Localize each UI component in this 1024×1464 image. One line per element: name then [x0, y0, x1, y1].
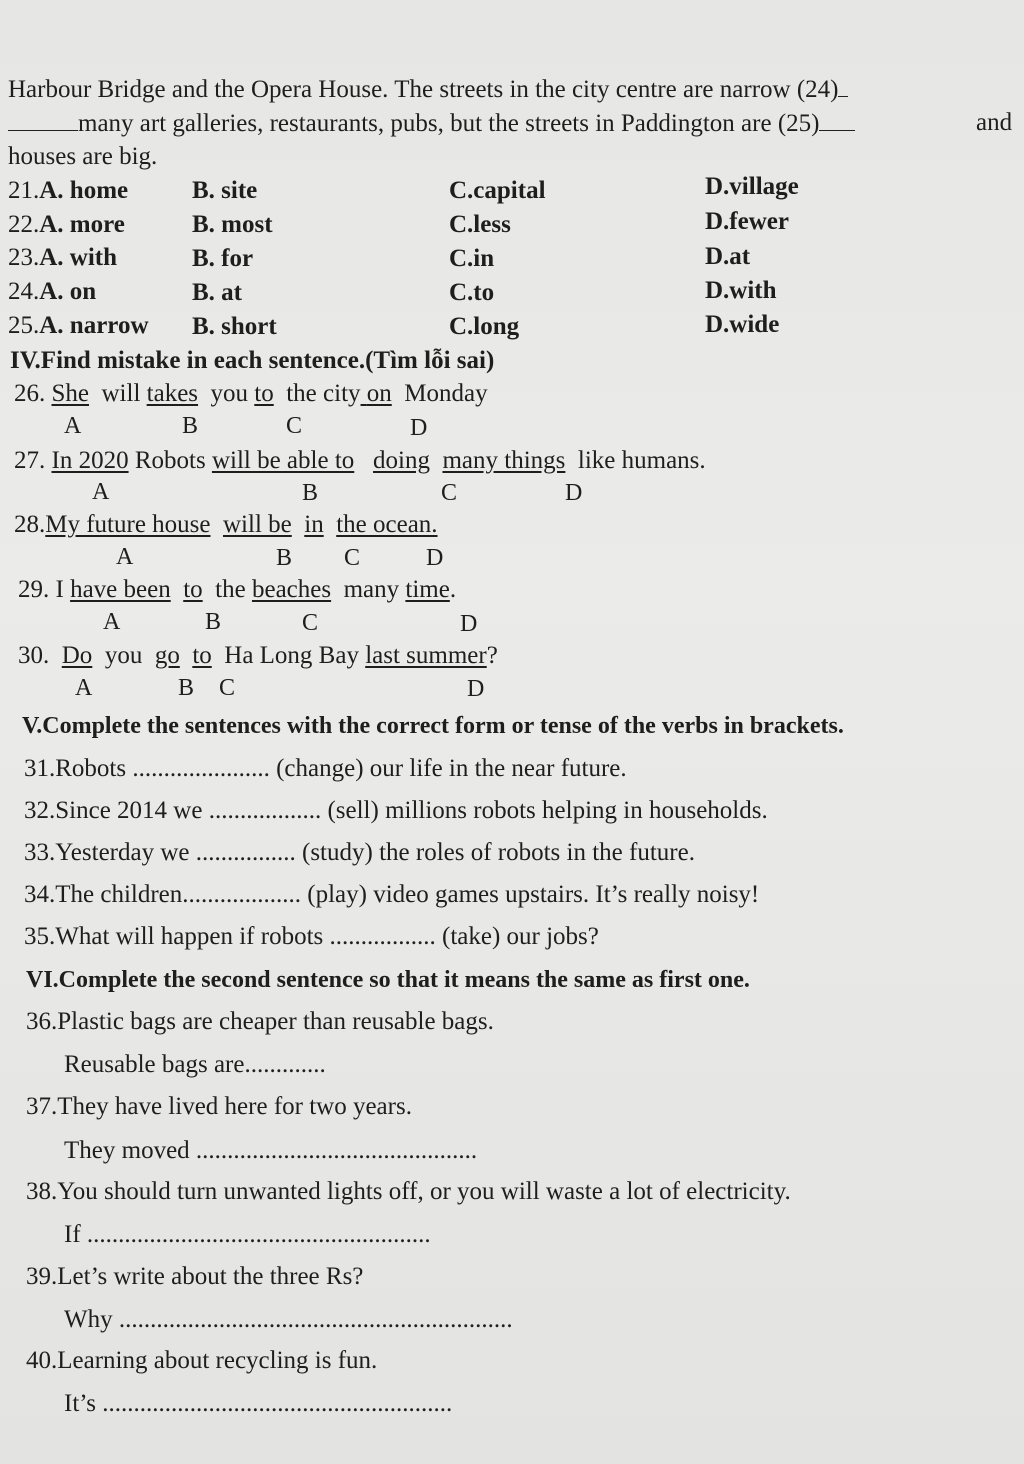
- sentence-text: like humans.: [577, 447, 706, 474]
- verb-question-31: 31.Robots ...................... (change) our life in the near future.: [24, 755, 627, 782]
- question-number: 21.: [8, 177, 40, 204]
- option-a: A. narrow: [39, 312, 149, 339]
- passage-text: and: [976, 109, 1013, 136]
- underlined-d: many things: [442, 447, 566, 474]
- option-c: C.long: [449, 313, 520, 340]
- underlined-d: on: [366, 380, 392, 407]
- answer-blank[interactable]: ................: [195, 839, 296, 866]
- label-a: A: [103, 609, 121, 635]
- sentence-start: They moved: [64, 1137, 196, 1164]
- label-b: B: [178, 675, 195, 701]
- option-a: A. home: [39, 177, 129, 204]
- underlined-c: in: [304, 511, 324, 538]
- sentence-text: ?: [486, 642, 498, 669]
- section-vi-title: VI.Complete the second sentence so that it means the same as first one.: [26, 967, 750, 993]
- option-c: C.in: [449, 245, 495, 272]
- underlined-a: have been: [70, 576, 171, 603]
- answer-blank[interactable]: ...............................................................: [118, 1306, 513, 1333]
- sentence-text: Ha Long Bay: [224, 642, 359, 669]
- answer-blank[interactable]: .............: [244, 1051, 326, 1078]
- underlined-b: will be able to: [211, 447, 355, 474]
- verb-question-34: 34.The children................... (play) video games upstairs. It’s really noisy!: [24, 881, 760, 908]
- label-d: D: [410, 415, 428, 441]
- option-a: A. with: [39, 244, 118, 271]
- answer-blank[interactable]: .................: [329, 923, 436, 950]
- label-d: D: [565, 480, 583, 506]
- sentence-text: .: [449, 576, 457, 603]
- option-b: B. site: [192, 177, 258, 204]
- option-d: D.wide: [705, 311, 780, 338]
- answer-blank[interactable]: .......................................................: [86, 1221, 431, 1248]
- option-c: C.capital: [449, 177, 546, 204]
- passage-line-3: houses are big.: [8, 143, 158, 170]
- underlined-a: She: [51, 380, 89, 407]
- underlined-c: to: [192, 642, 212, 669]
- original-sentence: 40.Learning about recycling is fun.: [26, 1347, 378, 1374]
- option-b: B. most: [192, 211, 273, 238]
- sentence-start: Why: [64, 1306, 119, 1333]
- sentence-text: you: [210, 380, 249, 407]
- question-number: 27.: [14, 447, 46, 474]
- blank-24-cont: [8, 108, 78, 131]
- sentence-text: the: [215, 576, 246, 603]
- answer-blank[interactable]: .............................................: [195, 1137, 478, 1164]
- answer-blank[interactable]: ..................: [208, 797, 322, 824]
- question-number: 30.: [18, 642, 50, 669]
- option-d: D.fewer: [705, 208, 789, 235]
- passage-text: many art galleries, restaurants, pubs, but the streets in Paddington are (25): [78, 110, 820, 137]
- label-d: D: [467, 676, 485, 702]
- passage-line-2: [8, 108, 1013, 139]
- original-sentence: 36.Plastic bags are cheaper than reusable bags.: [26, 1008, 494, 1035]
- label-c: C: [441, 480, 458, 506]
- option-b: B. short: [192, 313, 277, 340]
- label-b: B: [302, 480, 319, 506]
- label-d: D: [460, 611, 478, 637]
- section-v-title: V.Complete the sentences with the correct form or tense of the verbs in brackets.: [22, 713, 844, 739]
- original-sentence: 37.They have lived here for two years.: [26, 1093, 412, 1120]
- question-number: 26.: [14, 380, 46, 407]
- section-iv-title: IV.Find mistake in each sentence.(Tìm lỗi sai): [10, 347, 495, 374]
- label-a: A: [92, 479, 110, 505]
- label-a: A: [116, 544, 134, 570]
- underlined-b: go: [154, 642, 180, 669]
- question-number: 24.: [8, 278, 40, 305]
- option-d: D.with: [705, 277, 777, 304]
- question-number: 25.: [8, 312, 40, 339]
- question-number: 29. I: [18, 576, 64, 603]
- answer-blank[interactable]: ......................: [132, 755, 270, 782]
- passage-text: Harbour Bridge and the Opera House. The streets in the city centre are narrow (24): [8, 76, 839, 103]
- label-c: C: [344, 545, 361, 571]
- underlined-a: Do: [61, 642, 93, 669]
- sentence-text: Monday: [404, 380, 488, 407]
- sentence-text: many: [343, 576, 400, 603]
- question-number: 23.: [8, 244, 40, 271]
- sentence-text: will: [101, 380, 141, 407]
- underlined-b: will be: [223, 511, 292, 538]
- label-a: A: [64, 413, 82, 439]
- label-b: B: [276, 545, 293, 571]
- verb-question-32: 32.Since 2014 we .................. (sell) millions robots helping in households.: [24, 797, 768, 824]
- underlined-d: the ocean.: [336, 511, 438, 538]
- option-b: B. for: [192, 245, 254, 272]
- label-c: C: [286, 413, 303, 439]
- underlined-b: takes: [146, 380, 199, 407]
- sentence-start: It’s: [64, 1390, 103, 1417]
- question-number: 22.: [8, 211, 40, 238]
- option-d: D.village: [705, 173, 799, 200]
- sentence-text: you: [104, 642, 143, 669]
- verb-question-33: 33.Yesterday we ................ (study) the roles of robots in the future.: [24, 839, 695, 866]
- label-d: D: [426, 545, 444, 571]
- underlined-a: In 2020: [51, 447, 129, 474]
- underlined-c: doing: [373, 447, 430, 474]
- label-a: A: [75, 675, 93, 701]
- sentence-text: the city: [286, 380, 361, 407]
- blank-25: [819, 108, 855, 131]
- option-c: C.less: [449, 211, 511, 238]
- underlined-b: to: [183, 576, 203, 603]
- label-c: C: [219, 675, 236, 701]
- answer-blank[interactable]: ........................................................: [102, 1390, 453, 1417]
- question-number: 28.: [14, 511, 46, 538]
- label-b: B: [205, 609, 222, 635]
- original-sentence: 38.You should turn unwanted lights off, or you will waste a lot of electricity.: [26, 1178, 791, 1205]
- label-c: C: [302, 610, 319, 636]
- option-a: A. on: [39, 278, 97, 305]
- underlined-c: to: [254, 380, 274, 407]
- sentence-text: Robots: [134, 447, 206, 474]
- option-b: B. at: [192, 279, 242, 306]
- verb-question-35: 35.What will happen if robots ................. (take) our jobs?: [24, 923, 599, 950]
- underlined-a: My future house: [45, 511, 211, 538]
- option-d: D.at: [705, 243, 751, 270]
- blank-24: [838, 74, 848, 97]
- answer-blank[interactable]: ...................: [182, 881, 302, 908]
- label-b: B: [182, 413, 199, 439]
- underlined-d: last summer: [365, 642, 487, 669]
- original-sentence: 39.Let’s write about the three Rs?: [26, 1263, 364, 1290]
- option-a: A. more: [39, 211, 125, 238]
- passage-line-1: [8, 74, 848, 105]
- underlined-d: time: [405, 576, 450, 603]
- sentence-start: If: [64, 1221, 87, 1248]
- option-c: C.to: [449, 279, 495, 306]
- sentence-start: Reusable bags are: [64, 1051, 245, 1078]
- underlined-c: beaches: [251, 576, 332, 603]
